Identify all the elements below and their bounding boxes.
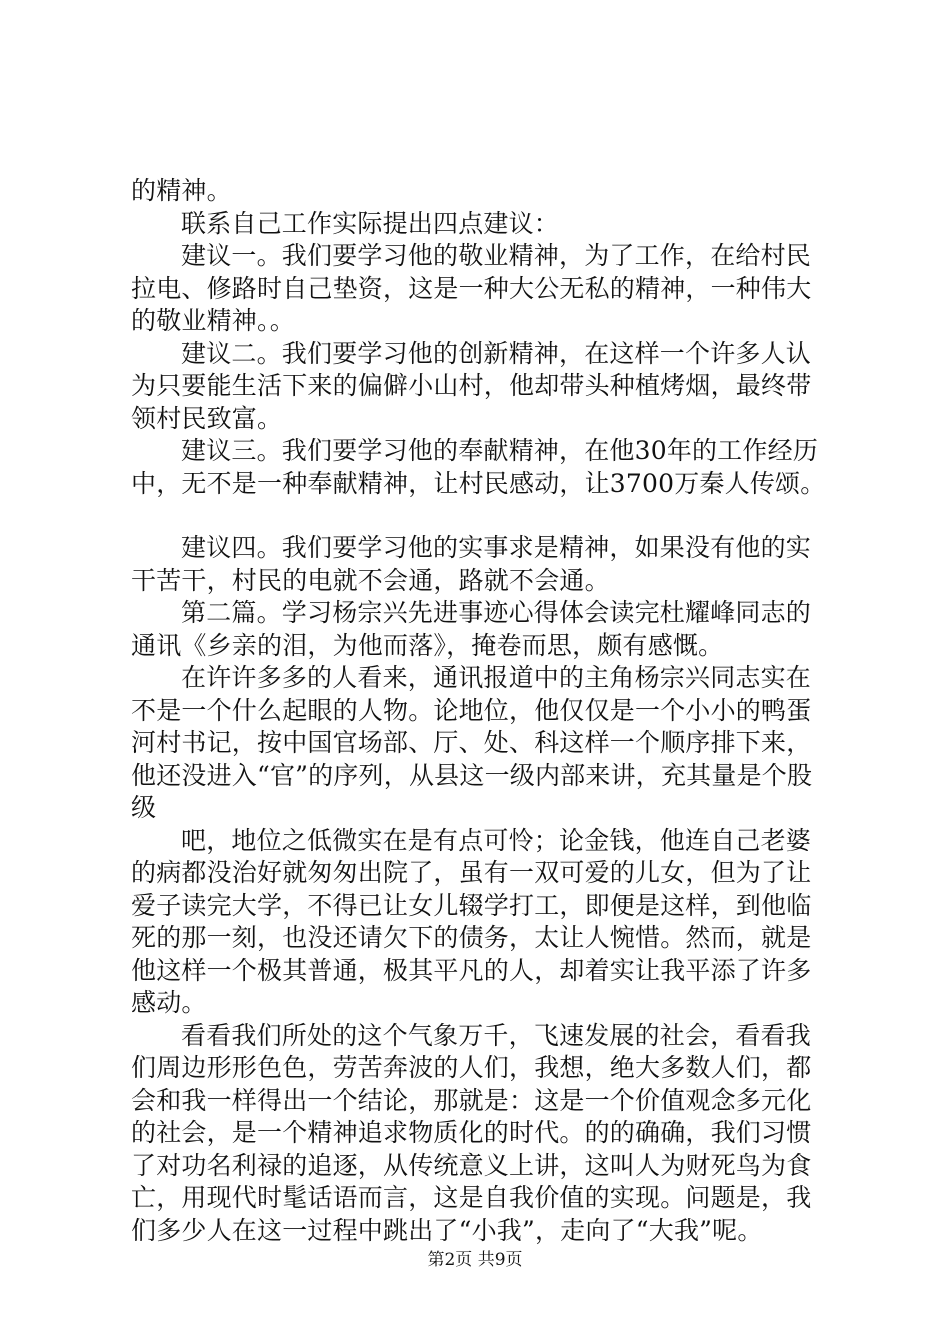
document-body <box>131 175 831 1247</box>
paragraph-suggestion-4: 建议四。我们要学习他的实事求是精神，如果没有他的实干苦干，村民的电就不会通，路就不会通。 <box>131 533 812 595</box>
page-number-footer: 第2页 共9页 <box>427 1250 523 1270</box>
paragraph-wealth: 吧，地位之低微实在是有点可怜；论金钱，他连自己老婆的病都没治好就匆匆出院了，虽有一双可爱的儿女，但为了让爱子读完大学，不得已让女儿辍学打工，即便是这样，到他临死的那一刻，也没还请欠下的债务，太让人惋惜。然而，就是他这样一个极其普通，极其平凡的人，却着实让我平添了许多感动。 <box>131 825 812 1017</box>
paragraph-society: 看看我们所处的这个气象万千，飞速发展的社会，看看我们周边形形色色，劳苦奔波的人们，我想，绝大多数人们，都会和我一样得出一个结论，那就是：这是一个价值观念多元化的社会，是一个精神追求物质化的时代。的的确确，我们习惯了对功名利禄的追逐，从传统意义上讲，这叫人为财死鸟为食亡，用现代时髦话语而言，这是自我价值的实现。问题是，我们多少人在这一过程中跳出了“小我”，走向了“大我”呢。 <box>131 1020 812 1245</box>
paragraph-suggestion-1: 建议一。我们要学习他的敬业精神，为了工作，在给村民拉电、修路时自己垫资，这是一种大公无私的精神，一种伟大的敬业精神。。 <box>131 241 812 335</box>
paragraph-suggestion-3: 建议三。我们要学习他的奉献精神，在他30年的工作经历中，无不是一种奉献精神，让村民感动，让3700万秦人传颂。 <box>131 436 826 498</box>
paragraph-suggestion-2: 建议二。我们要学习他的创新精神，在这样一个许多人认为只要能生活下来的偏僻小山村，他却带头种植烤烟，最终带领村民致富。 <box>131 338 812 433</box>
paragraph-second-article: 第二篇。学习杨宗兴先进事迹心得体会读完杜耀峰同志的通讯《乡亲的泪，为他而落》，掩卷而思，颇有感慨。 <box>131 598 812 660</box>
paragraph-continuation: 的精神。 <box>131 176 232 205</box>
paragraph-suggestions-intro: 联系自己工作实际提出四点建议： <box>181 208 560 238</box>
paragraph-status: 在许许多多的人看来，通讯报道中的主角杨宗兴同志实在不是一个什么起眼的人物。论地位，他仅仅是一个小小的鸭蛋河村书记，按中国官场部、厅、处、科这样一个顺序排下来，他还没进入“官”的序列，从县这一级内部来讲，充其量是个股级 <box>131 663 813 822</box>
